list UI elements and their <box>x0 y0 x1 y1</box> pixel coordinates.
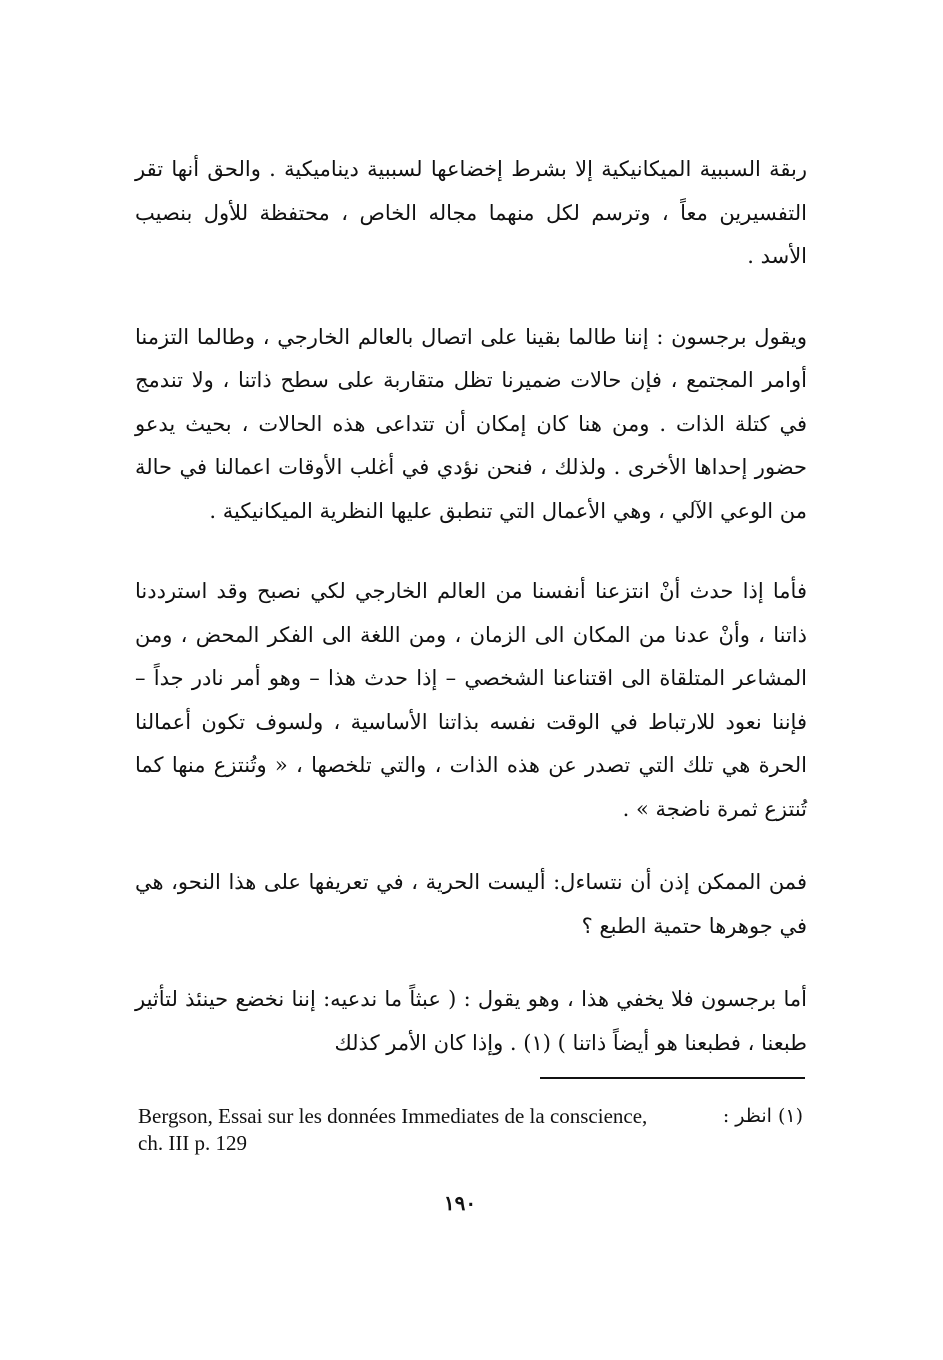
footnote-marker: (١) انظر : <box>722 1105 803 1127</box>
page-number: ١٩٠ <box>443 1191 477 1215</box>
paragraph-2: ويقول برجسون : إننا طالما بقينا على اتصال بالعالم الخارجي ، وطالما التزمنا أوامر المجتمع ، فإن حالات ضميرنا تظل متقاربة على سطح ذاتنا ، ولا تندمج في كتلة الذات . ومن هنا كان إمكان أن تتداعى هذه الحالات ، بحيث يدعو حضور إحداها الأخرى . ولذلك ، فنحن نؤدي في أغلب الأوقات اعمالنا في حالة من الوعي الآلي ، وهي الأعمال التي تنطبق عليها النظرية الميكانيكية . <box>135 324 807 523</box>
footnote-citation: Bergson, Essai sur les données Immediates de la conscience, ch. III p. 129 <box>138 1104 648 1155</box>
footnote <box>138 1103 803 1163</box>
paragraph-4: فمن الممكن إذن أن نتساءل: أليست الحرية ، في تعريفها على هذا النحو، هي في جوهرها حتمية الطبع ؟ <box>135 870 807 938</box>
paragraph-5: أما برجسون فلا يخفي هذا ، وهو يقول : ( عبثاً ما ندعيه: إننا نخضع حينئذ لتأثير طبعنا ، فطبعنا هو أيضاً ذاتنا ) (١) . وإذا كان الأمر كذلك <box>135 987 807 1055</box>
page-body <box>135 148 807 1065</box>
footnote-divider <box>540 1077 805 1079</box>
paragraph-1: ربقة السببية الميكانيكية إلا بشرط إخضاعها لسببية ديناميكية . والحق أنها تقر التفسيرين معاً ، وترسم لكل منهما مجاله الخاص ، محتفظة للأول بنصيب الأسد . <box>135 157 807 268</box>
paragraph-3: فأما إذا حدث أنْ انتزعنا أنفسنا من العالم الخارجي لكي نصبح وقد استرددنا ذاتنا ، وأنْ عدنا من المكان الى الزمان ، ومن اللغة الى الفكر المحض ، ومن المشاعر المتلقاة الى اقتناعنا الشخصي – إذا حدث هذا – وهو أمر نادر جداً – فإننا نعود للارتباط في الوقت نفسه بذاتنا الأساسية ، ولسوف تكون أعمالنا الحرة هي تلك التي تصدر عن هذه الذات ، والتي تلخصها ، « وتُنتزع منها كما تُنتزع ثمرة ناضجة » . <box>135 579 807 821</box>
